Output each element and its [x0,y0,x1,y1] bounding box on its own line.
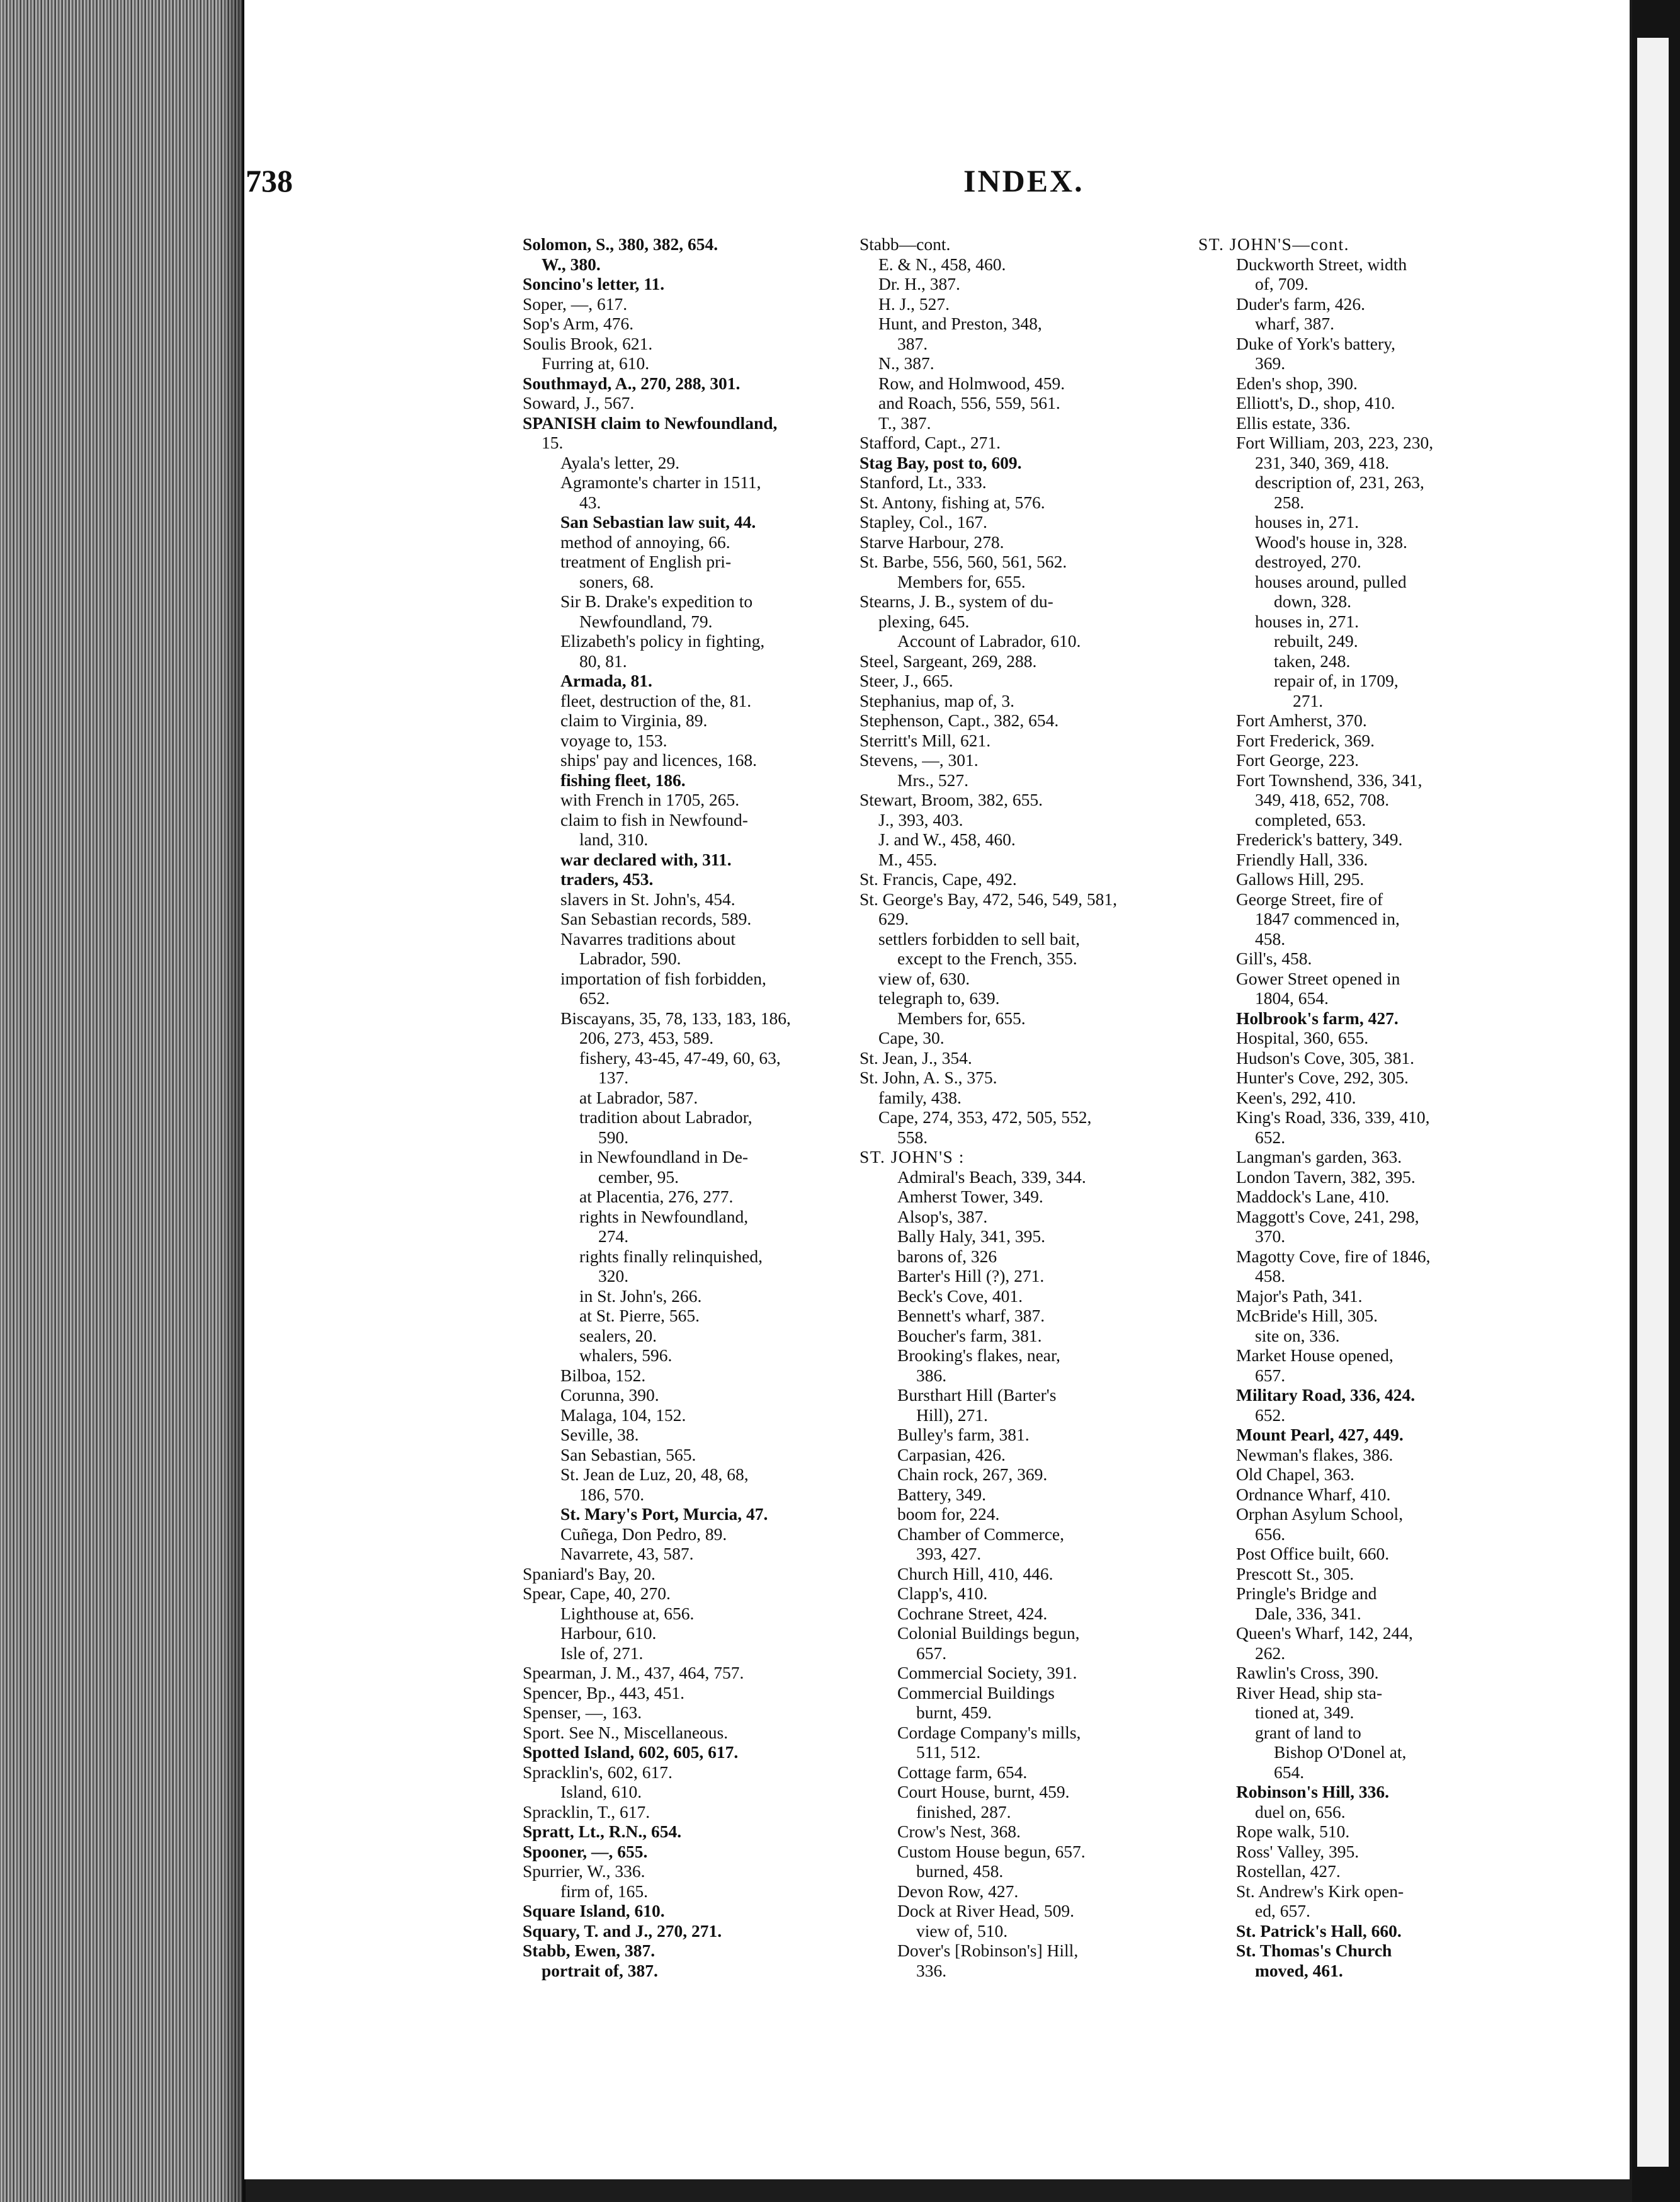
index-entry: Gower Street opened in [1236,968,1400,988]
index-entry: Stevens, —, 301. [860,750,979,770]
index-entry: Ross' Valley, 395. [1236,1841,1359,1861]
index-entry: Spratt, Lt., R.N., 654. [523,1822,682,1841]
index-entry: Mrs., 527. [897,770,969,790]
index-entry: 652. [1255,1405,1286,1425]
index-entry: St. Andrew's Kirk open- [1236,1881,1404,1901]
index-entry: family, 438. [878,1087,962,1107]
index-entry: method of annoying, 66. [560,532,730,552]
index-entry: and Roach, 556, 559, 561. [878,393,1060,413]
index-entry: 393, 427. [916,1544,982,1563]
index-entry: Military Road, 336, 424. [1236,1385,1416,1405]
index-entry: Rawlin's Cross, 390. [1236,1663,1379,1682]
index-entry: Agramonte's charter in 1511, [560,472,761,492]
index-entry: Soper, —, 617. [523,294,628,314]
index-entry: Stag Bay, post to, 609. [860,452,1022,472]
index-entry: 370. [1255,1226,1286,1246]
index-entry: Squary, T. and J., 270, 271. [523,1920,722,1941]
index-entry: at Labrador, 587. [579,1087,698,1107]
index-entry: traders, 453. [560,869,654,889]
index-entry: site on, 336. [1255,1325,1340,1345]
index-entry: Fort George, 223. [1236,750,1359,770]
index-entry: Brooking's flakes, near, [897,1345,1060,1365]
index-entry: Members for, 655. [897,571,1026,591]
index-entry: 1804, 654. [1255,988,1329,1008]
index-entry: Langman's garden, 363. [1236,1147,1402,1167]
index-entry: Solomon, S., 380, 382, 654. [523,234,718,254]
index-entry: Keen's, 292, 410. [1236,1087,1356,1107]
index-entry: Alsop's, 387. [897,1206,988,1226]
index-entry: houses around, pulled [1255,571,1407,591]
index-entry: 654. [1274,1762,1305,1782]
index-entry: Post Office built, 660. [1236,1544,1390,1563]
index-entry: 15. [542,433,564,452]
index-entry: 657. [1255,1365,1286,1385]
index-entry: Island, 610. [560,1782,642,1801]
index-entry: 590. [598,1127,629,1147]
index-entry: Elizabeth's policy in fighting, [560,631,765,651]
index-entry: Mount Pearl, 427, 449. [1236,1425,1404,1444]
index-entry: Stearns, J. B., system of du- [860,591,1053,611]
index-entry: Stanford, Lt., 333. [860,472,987,492]
index-entry: settlers forbidden to sell bait, [878,928,1080,949]
index-entry: 1847 commenced in, [1255,909,1400,928]
index-entry: 652. [1255,1127,1286,1147]
index-entry: ships' pay and licences, 168. [560,750,757,770]
index-entry: Stabb—cont. [860,234,951,254]
index-entry: Rostellan, 427. [1236,1861,1341,1881]
index-entry: Robinson's Hill, 336. [1236,1782,1389,1801]
index-entry: 656. [1255,1524,1286,1544]
index-entry: T., 387. [878,413,931,433]
index-entry: 262. [1255,1643,1286,1663]
index-entry: San Sebastian records, 589. [560,909,752,928]
page-number: 738 [246,163,293,198]
index-entry: St. Antony, fishing at, 576. [860,492,1045,512]
index-entry: barons of, 326 [897,1246,997,1266]
index-entry: St. Barbe, 556, 560, 561, 562. [860,552,1067,571]
index-column-1 [523,234,843,1980]
index-entry: importation of fish forbidden, [560,968,766,988]
index-entry: taken, 248. [1274,651,1351,671]
index-entry: Spearman, J. M., 437, 464, 757. [523,1663,744,1682]
index-entry: 458. [1255,1266,1286,1286]
index-column-3 [1198,234,1516,1980]
index-entry: Cottage farm, 654. [897,1762,1028,1782]
index-entry: Biscayans, 35, 78, 133, 183, 186, [560,1008,791,1028]
index-entry: 206, 273, 453, 589. [579,1028,714,1047]
index-entry: Cape, 30. [878,1028,945,1047]
index-entry: St. Patrick's Hall, 660. [1236,1920,1402,1941]
index-entry: Clapp's, 410. [897,1583,988,1603]
index-entry: St. Jean de Luz, 20, 48, 68, [560,1464,749,1484]
index-entry: Friendly Hall, 336. [1236,849,1368,869]
index-entry: finished, 287. [916,1801,1011,1822]
index-entry: Sir B. Drake's expedition to [560,591,753,611]
index-entry: 629. [878,909,909,928]
index-entry: view of, 510. [916,1920,1008,1941]
index-entry: 652. [579,988,610,1008]
index-entry: war declared with, 311. [560,849,732,869]
index-entry: Colonial Buildings begun, [897,1623,1080,1643]
index-entry: Hudson's Cove, 305, 381. [1236,1047,1415,1068]
index-entry: Account of Labrador, 610. [897,631,1081,651]
index-entry: completed, 653. [1255,809,1366,830]
index-entry: Isle of, 271. [560,1643,644,1663]
index-entry: J., 393, 403. [878,809,963,830]
index-entry: E. & N., 458, 460. [878,254,1006,274]
index-entry: J. and W., 458, 460. [878,830,1016,849]
index-entry: 511, 512. [916,1742,981,1762]
index-entry: slavers in St. John's, 454. [560,889,735,909]
index-entry: Furring at, 610. [542,353,650,373]
index-entry: St. Francis, Cape, 492. [860,869,1017,889]
index-entry: Maggott's Cove, 241, 298, [1236,1206,1419,1226]
index-entry: grant of land to [1255,1722,1361,1742]
index-entry: Pringle's Bridge and [1236,1583,1377,1603]
index-entry: Commercial Society, 391. [897,1663,1077,1682]
index-entry: Orphan Asylum School, [1236,1504,1404,1524]
index-entry: in St. John's, 266. [579,1286,702,1306]
index-entry: Navarres traditions about [560,928,735,949]
index-entry: Dr. H., 387. [878,274,960,294]
index-entry: Holbrook's farm, 427. [1236,1008,1399,1028]
index-entry: St. John, A. S., 375. [860,1068,997,1087]
index-entry: Crow's Nest, 368. [897,1822,1021,1841]
index-entry: Stafford, Capt., 271. [860,433,1001,452]
index-entry: claim to fish in Newfound- [560,809,748,830]
index-entry: 137. [598,1068,629,1087]
index-entry: McBride's Hill, 305. [1236,1306,1378,1325]
index-entry: St. George's Bay, 472, 546, 549, 581, [860,889,1118,909]
index-entry: 558. [897,1127,928,1147]
index-entry: rights in Newfoundland, [579,1206,749,1226]
index-entry: Hospital, 360, 655. [1236,1028,1369,1047]
index-entry: Malaga, 104, 152. [560,1405,686,1425]
index-entry: except to the French, 355. [897,949,1077,968]
index-entry: land, 310. [579,830,649,849]
index-entry: Southmayd, A., 270, 288, 301. [523,373,741,393]
index-entry: Bally Haly, 341, 395. [897,1226,1045,1246]
index-entry: Spencer, Bp., 443, 451. [523,1682,685,1703]
index-entry: wharf, 387. [1255,314,1335,333]
index-entry: Starve Harbour, 278. [860,532,1004,552]
index-entry: Carpasian, 426. [897,1444,1006,1464]
index-entry: Fort William, 203, 223, 230, [1236,433,1434,452]
index-entry: portrait of, 387. [542,1960,658,1980]
index-entry: voyage to, 153. [560,730,667,750]
index-entry: destroyed, 270. [1255,552,1361,571]
index-entry: 336. [916,1960,947,1980]
index-entry: Devon Row, 427. [897,1881,1019,1901]
index-entry: Spear, Cape, 40, 270. [523,1583,671,1603]
index-entry: description of, 231, 263, [1255,472,1424,492]
index-entry: Admiral's Beach, 339, 344. [897,1167,1086,1187]
index-entry: ST. JOHN'S : [860,1147,965,1167]
index-entry: Hill), 271. [916,1405,988,1425]
index-entry: Magotty Cove, fire of 1846, [1236,1246,1431,1266]
index-entry: Spenser, —, 163. [523,1703,642,1722]
index-entry: Harbour, 610. [560,1623,657,1643]
index-entry: Steer, J., 665. [860,671,953,690]
index-entry: houses in, 271. [1255,512,1359,532]
index-entry: 274. [598,1226,629,1246]
index-entry: rights finally relinquished, [579,1246,763,1266]
index-entry: plexing, 645. [878,611,970,631]
index-entry: Ellis estate, 336. [1236,413,1351,433]
index-entry: 369. [1255,353,1286,373]
index-entry: at St. Pierre, 565. [579,1306,700,1325]
index-entry: Chamber of Commerce, [897,1524,1064,1544]
index-entry: Duke of York's battery, [1236,333,1395,353]
index-entry: St. Mary's Port, Murcia, 47. [560,1504,768,1524]
index-entry: Cuñega, Don Pedro, 89. [560,1524,727,1544]
index-entry: Stephenson, Capt., 382, 654. [860,710,1059,730]
index-entry: Soncino's letter, 11. [523,274,665,294]
index-entry: boom for, 224. [897,1504,1000,1524]
index-entry: St. Jean, J., 354. [860,1047,972,1068]
index-entry: Gallows Hill, 295. [1236,869,1365,889]
index-entry: Stapley, Col., 167. [860,512,987,532]
index-entry: Stewart, Broom, 382, 655. [860,790,1043,809]
index-entry: Spurrier, W., 336. [523,1861,645,1881]
index-entry: St. Thomas's Church [1236,1941,1392,1960]
index-entry: Square Island, 610. [523,1901,665,1920]
index-entry: London Tavern, 382, 395. [1236,1167,1416,1187]
index-entry: N., 387. [878,353,934,373]
index-entry: duel on, 656. [1255,1801,1346,1822]
index-entry: Barter's Hill (?), 271. [897,1266,1045,1286]
index-entry: ST. JOHN'S—cont. [1198,234,1350,254]
index-entry: Soulis Brook, 621. [523,333,653,353]
index-entry: 231, 340, 369, 418. [1255,452,1390,472]
index-entry: Maddock's Lane, 410. [1236,1187,1390,1206]
index-entry: River Head, ship sta- [1236,1682,1383,1703]
index-entry: sealers, 20. [579,1325,657,1345]
index-entry: fishery, 43-45, 47-49, 60, 63, [579,1047,781,1068]
index-entry: H. J., 527. [878,294,950,314]
index-entry: Eden's shop, 390. [1236,373,1358,393]
index-entry: San Sebastian, 565. [560,1444,696,1464]
index-entry: Gill's, 458. [1236,949,1312,968]
index-entry: Old Chapel, 363. [1236,1464,1354,1484]
index-entry: claim to Virginia, 89. [560,710,708,730]
index-entry: at Placentia, 276, 277. [579,1187,734,1206]
index-entry: Newman's flakes, 386. [1236,1444,1393,1464]
index-entry: Spaniard's Bay, 20. [523,1563,656,1583]
index-entry: telegraph to, 639. [878,988,1000,1008]
index-entry: Bursthart Hill (Barter's [897,1385,1057,1405]
index-entry: Chain rock, 267, 369. [897,1464,1048,1484]
index-entry: Rope walk, 510. [1236,1822,1350,1841]
index-entry: Steel, Sargeant, 269, 288. [860,651,1037,671]
index-entry: Cape, 274, 353, 472, 505, 552, [878,1107,1092,1127]
index-entry: Bennett's wharf, 387. [897,1306,1045,1325]
index-entry: 657. [916,1643,947,1663]
index-entry: Cordage Company's mills, [897,1722,1081,1742]
index-entry: Dale, 336, 341. [1255,1603,1361,1623]
index-entry: Commercial Buildings [897,1682,1055,1703]
index-entry: 258. [1274,492,1305,512]
index-entry: Labrador, 590. [579,949,681,968]
index-entry: Spooner, —, 655. [523,1841,648,1861]
index-entry: Hunter's Cove, 292, 305. [1236,1068,1409,1087]
index-entry: moved, 461. [1255,1960,1343,1980]
index-entry: 386. [916,1365,947,1385]
index-entry: Spracklin, T., 617. [523,1801,650,1822]
index-entry: firm of, 165. [560,1881,649,1901]
index-entry: Navarrete, 43, 587. [560,1544,694,1563]
index-entry: Seville, 38. [560,1425,639,1444]
index-entry: Bishop O'Donel at, [1274,1742,1407,1762]
index-entry: cember, 95. [598,1167,679,1187]
index-entry: W., 380. [542,254,601,274]
index-entry: Ayala's letter, 29. [560,452,680,472]
index-entry: SPANISH claim to Newfoundland, [523,413,778,433]
index-entry: 271. [1293,690,1324,710]
index-entry: Cochrane Street, 424. [897,1603,1048,1623]
index-entry: Wood's house in, 328. [1255,532,1407,552]
book-page-edges [0,0,242,2202]
index-entry: 43. [579,492,601,512]
index-entry: Beck's Cove, 401. [897,1286,1023,1306]
index-entry: soners, 68. [579,571,654,591]
index-entry: 80, 81. [579,651,627,671]
index-entry: fishing fleet, 186. [560,770,686,790]
index-entry: repair of, in 1709, [1274,671,1399,690]
index-entry: Spracklin's, 602, 617. [523,1762,673,1782]
index-entry: M., 455. [878,849,938,869]
index-entry: Corunna, 390. [560,1385,659,1405]
index-entry: Boucher's farm, 381. [897,1325,1042,1345]
index-entry: 387. [897,333,928,353]
index-entry: tioned at, 349. [1255,1703,1354,1722]
gutter-shadow [220,0,246,2202]
index-entry: 320. [598,1266,629,1286]
index-entry: Hunt, and Preston, 348, [878,314,1042,333]
index-entry: with French in 1705, 265. [560,790,740,809]
index-entry: Prescott St., 305. [1236,1563,1354,1583]
index-entry: Spotted Island, 602, 605, 617. [523,1742,739,1762]
index-entry: Major's Path, 341. [1236,1286,1363,1306]
index-entry: Soward, J., 567. [523,393,635,413]
index-entry: of, 709. [1255,274,1308,294]
index-entry: Fort Amherst, 370. [1236,710,1367,730]
index-entry: burned, 458. [916,1861,1004,1881]
index-entry: 186, 570. [579,1484,645,1504]
index-entry: Custom House begun, 657. [897,1841,1086,1861]
index-entry: Stephanius, map of, 3. [860,690,1014,710]
index-entry: Row, and Holmwood, 459. [878,373,1065,393]
index-entry: Bulley's farm, 381. [897,1425,1030,1444]
index-entry: in Newfoundland in De- [579,1147,749,1167]
index-entry: Armada, 81. [560,671,652,690]
index-entry: Members for, 655. [897,1008,1026,1028]
index-entry: Duder's farm, 426. [1236,294,1366,314]
index-entry: Stabb, Ewen, 387. [523,1941,656,1960]
index-entry: Duckworth Street, width [1236,254,1407,274]
index-entry: Sterritt's Mill, 621. [860,730,991,750]
index-entry: Ordnance Wharf, 410. [1236,1484,1391,1504]
index-entry: Dock at River Head, 509. [897,1901,1075,1920]
index-entry: Newfoundland, 79. [579,611,713,631]
index-entry: rebuilt, 249. [1274,631,1358,651]
index-entry: Frederick's battery, 349. [1236,830,1403,849]
index-entry: San Sebastian law suit, 44. [560,512,756,532]
index-entry: George Street, fire of [1236,889,1383,909]
index-entry: Sop's Arm, 476. [523,314,634,333]
index-entry: King's Road, 336, 339, 410, [1236,1107,1430,1127]
index-entry: Church Hill, 410, 446. [897,1563,1053,1583]
index-entry: 349, 418, 652, 708. [1255,790,1390,809]
index-entry: Dover's [Robinson's] Hill, [897,1941,1079,1960]
index-entry: whalers, 596. [579,1345,673,1365]
index-entry: treatment of English pri- [560,552,732,571]
index-entry: fleet, destruction of the, 81. [560,690,752,710]
index-entry: Amherst Tower, 349. [897,1187,1043,1206]
facing-page-edge [1637,38,1669,2167]
index-entry: view of, 630. [878,968,970,988]
index-entry: Lighthouse at, 656. [560,1603,695,1623]
index-entry: down, 328. [1274,591,1351,611]
index-entry: Fort Frederick, 369. [1236,730,1375,750]
index-entry: ed, 657. [1255,1901,1310,1920]
index-entry: 458. [1255,928,1286,949]
index-entry: Sport. See N., Miscellaneous. [523,1722,729,1742]
index-entry: Elliott's, D., shop, 410. [1236,393,1395,413]
index-entry: Queen's Wharf, 142, 244, [1236,1623,1413,1643]
running-title: INDEX. [963,163,1084,198]
index-column-2 [860,234,1181,1980]
index-entry: Court House, burnt, 459. [897,1782,1070,1801]
index-entry: Battery, 349. [897,1484,987,1504]
index-entry: Market House opened, [1236,1345,1393,1365]
index-entry: houses in, 271. [1255,611,1359,631]
index-entry: Fort Townshend, 336, 341, [1236,770,1422,790]
index-entry: Bilboa, 152. [560,1365,646,1385]
index-entry: burnt, 459. [916,1703,992,1722]
index-entry: tradition about Labrador, [579,1107,752,1127]
